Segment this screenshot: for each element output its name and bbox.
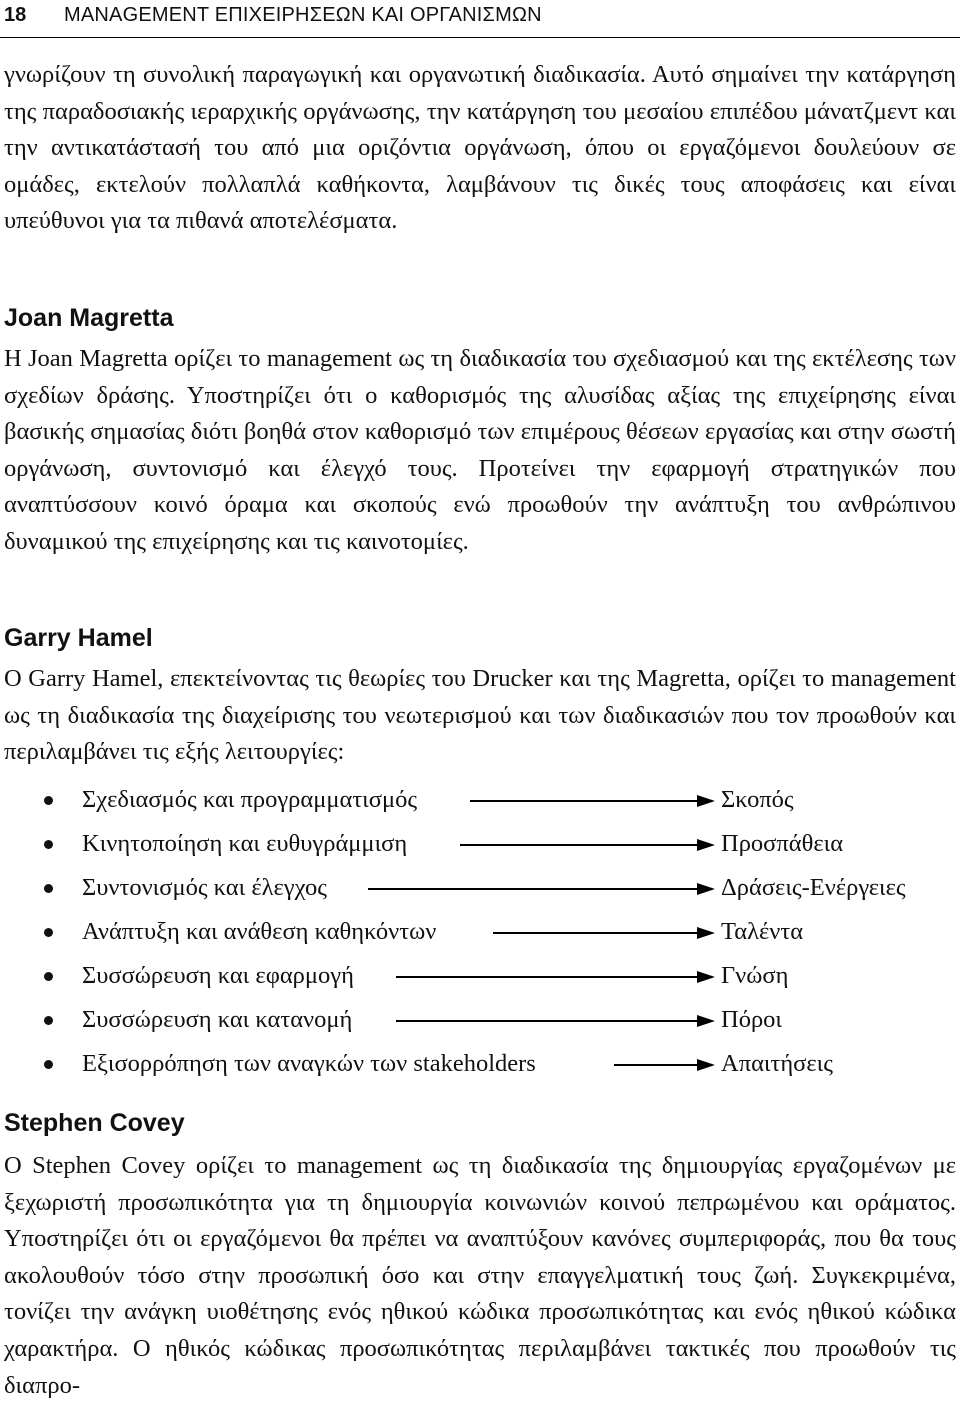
heading-stephen-covey: Stephen Covey xyxy=(4,1109,185,1137)
list-item xyxy=(0,783,960,823)
running-title: MANAGEMENT ΕΠΙΧΕΙΡΗΣΕΩΝ ΚΑΙ ΟΡΓΑΝΙΣΜΩΝ xyxy=(64,4,542,26)
function-label: Σχεδιασμός και προγραμματισμός xyxy=(82,786,418,813)
running-header xyxy=(0,0,960,40)
outcome-label: Πόροι xyxy=(721,1006,783,1033)
function-label: Ανάπτυξη και ανάθεση καθηκόντων xyxy=(82,918,437,945)
arrow-right-icon xyxy=(368,878,715,900)
function-label: Κινητοποίηση και ευθυγράμμιση xyxy=(82,830,408,857)
bullet xyxy=(44,972,53,981)
heading-joan-magretta: Joan Magretta xyxy=(4,304,174,332)
hamel-paragraph: Ο Garry Hamel, επεκτείνοντας τις θεωρίες του Drucker και της Magretta, ορίζει το management ως τη διαδικασία της διαχείρισης του νεωτερισμού και των διαδικασιών που τον προωθούν και περιλαμβάνει τις εξής λειτουργίες: xyxy=(4,665,956,766)
hamel-functions-list xyxy=(0,783,960,1083)
arrow-right-icon xyxy=(396,1010,715,1032)
list-item xyxy=(0,827,960,867)
arrow-right-icon xyxy=(460,834,715,856)
bullet xyxy=(44,1016,53,1025)
list-item xyxy=(0,1047,960,1087)
outcome-label: Σκοπός xyxy=(721,786,794,813)
arrow-right-icon xyxy=(614,1054,715,1076)
magretta-paragraph: Η Joan Magretta ορίζει το management ως τη διαδικασία του σχεδιασμού και της εκτέλεσης των σχεδίων δράσης. Υποστηρίζει ότι ο καθορισμός της αλυσίδας αξίας της επιχείρησης είναι βασικής σημασίας διότι βοηθά στον καθορισμό των επιμέρους θέσεων εργασίας και στην σωστή οργάνωση, συντονισμό και έλεγχό τους. Προτείνει την εφαρμογή στρατηγικών που αναπτύσσουν κοινό όραμα και σκοπούς ενώ προωθούν την ανάπτυξη του ανθρώπινου δυναμικού της επιχείρησης και τις καινοτομίες. xyxy=(4,345,956,555)
outcome-label: Ταλέντα xyxy=(721,918,804,945)
outcome-label: Γνώση xyxy=(721,962,789,989)
outcome-label: Απαιτήσεις xyxy=(721,1050,833,1077)
function-label: Συσσώρευση και εφαρμογή xyxy=(82,962,354,989)
function-label: Εξισορρόπηση των αναγκών των stakeholders xyxy=(82,1050,536,1077)
intro-paragraph: γνωρίζουν τη συνολική παραγωγική και οργανωτική διαδικασία. Αυτό σημαίνει την κατάργηση της παραδοσιακής ιεραρχικής οργάνωσης, την κατάργηση του μεσαίου επιπέδου μάνατζμεντ και την αντικατάστασή του από μια οριζόντια οργάνωση, όπου οι εργαζόμενοι δουλεύουν σε ομάδες, εκτελούν πολλαπλά καθήκοντα, λαμβάνουν τις δικές τους αποφάσεις και είναι υπεύθυνοι για τα πιθανά αποτελέσματα. xyxy=(4,61,956,235)
outcome-label: Δράσεις-Ενέργειες xyxy=(721,874,906,901)
page-number: 18 xyxy=(4,4,27,26)
function-label: Συσσώρευση και κατανομή xyxy=(82,1006,353,1033)
heading-garry-hamel: Garry Hamel xyxy=(4,624,153,652)
bullet xyxy=(44,1060,53,1069)
arrow-right-icon xyxy=(396,966,715,988)
outcome-label: Προσπάθεια xyxy=(721,830,844,857)
arrow-right-icon xyxy=(470,790,715,812)
bullet xyxy=(44,840,53,849)
list-item xyxy=(0,959,960,999)
list-item xyxy=(0,871,960,911)
covey-paragraph: Ο Stephen Covey ορίζει το management ως τη διαδικασία της δημιουργίας εργαζομένων με ξεχωριστή προσωπικότητα για τη δημιουργία κοινωνιών κοινού πεπρωμένου και οράματος. Υποστηρίζει ότι οι εργαζόμενοι θα πρέπει να αναπτύξουν κανόνες συμπεριφοράς, που θα τους ακολουθούν τόσο στην προσωπική όσο και στην επαγγελματική τους ζωή. Συγκεκριμένα, τονίζει την ανάγκη υιοθέτησης ενός ηθικού κώδικα προσωπικότητας και ενός ηθικού κώδικα χαρακτήρα. Ο ηθικός κώδικας προσωπικότητας περιλαμβάνει τακτικές που προωθούν τις διαπρο- xyxy=(4,1152,956,1399)
arrow-right-icon xyxy=(493,922,715,944)
bullet xyxy=(44,796,53,805)
function-label: Συντονισμός και έλεγχος xyxy=(82,874,327,901)
bullet xyxy=(44,884,53,893)
bullet xyxy=(44,928,53,937)
list-item xyxy=(0,1003,960,1043)
list-item xyxy=(0,915,960,955)
header-rule xyxy=(0,37,960,38)
